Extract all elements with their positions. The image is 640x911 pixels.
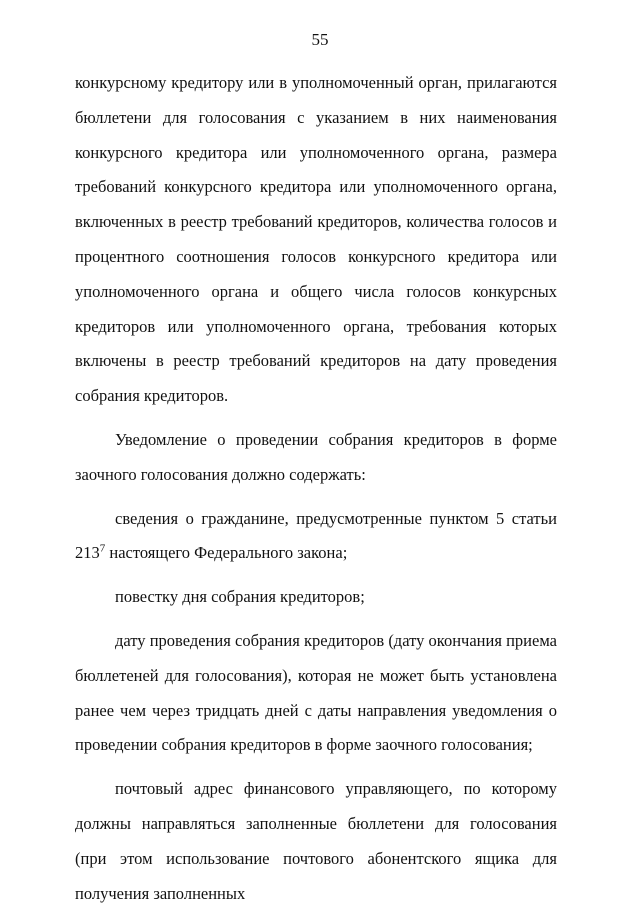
paragraph-meeting-date: дату проведения собрания кредиторов (дату окончания приема бюллетеней для голосования), которая не может быть установлена ранее чем через тридцать дней с даты направления уведомления о проведении собрания кредиторов в форме заочного голосования; bbox=[75, 630, 557, 755]
paragraph-notice-contents: Уведомление о проведении собрания кредиторов в форме заочного голосования должно содержать: bbox=[75, 429, 557, 484]
paragraph-continued: конкурсному кредитору или в уполномоченный орган, прилагаются бюллетени для голосования с указанием в них наименования конкурсного кредитора или уполномоченного органа, размера требований конкурсного кредитора или уполномоченного органа, включенных в реестр требований кредиторов, количества голосов и процентного соотношения голосов конкурсного кредитора или уполномоченного органа и общего числа голосов конкурсных кредиторов или уполномоченного органа, требования которых включены в реестр требований кредиторов на дату проведения собрания кредиторов. bbox=[75, 73, 557, 406]
paragraph-citizen-info bbox=[75, 502, 557, 572]
article-superscript: 7 bbox=[99, 542, 106, 555]
paragraph-postal-address: почтовый адрес финансового управляющего, по которому должны направляться заполненные бюллетени для голосования (при этом использование почтового абонентского ящика для получения заполненных bbox=[75, 779, 557, 903]
paragraph-agenda: повестку дня собрания кредиторов; bbox=[115, 587, 365, 607]
document-body bbox=[75, 66, 557, 911]
citizen-info-text-end: настоящего Федерального закона; bbox=[105, 543, 348, 563]
citizen-info-text: сведения о гражданине, предусмотренные пунктом 5 статьи 213 bbox=[75, 508, 557, 563]
page-number: 55 bbox=[311, 30, 329, 49]
